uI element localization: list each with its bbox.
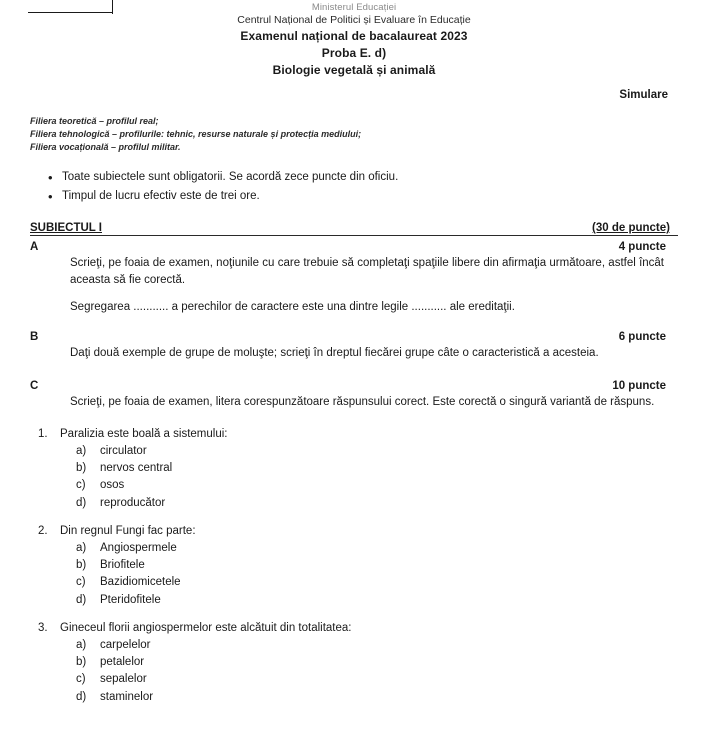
option-b (76, 654, 678, 671)
option-a-text: carpelelor (100, 638, 151, 651)
option-c-text: osos (100, 479, 125, 492)
center-line: Centrul Național de Politici și Evaluare în Educație (237, 14, 471, 26)
question-3-stem: Gineceul florii angiospermelor este alcătuit din totalitatea: (60, 621, 352, 634)
item-b (30, 331, 678, 362)
item-c-points: 10 puncte (612, 380, 666, 393)
option-a-text: Angiospermele (100, 541, 177, 554)
option-b-text: Briofitele (100, 559, 145, 572)
exam-title: Examenul național de bacalaureat 2023 (240, 29, 468, 43)
option-b-label: b) (76, 656, 87, 669)
item-a-text: Scrieţi, pe foaia de examen, noţiunile cu care trebuie să completaţi spaţiile libere din afirmaţia următoare, astfel încât aceasta să fie corectă. (70, 257, 664, 286)
option-b (76, 557, 678, 574)
exam-proba: Proba E. d) (321, 46, 387, 60)
item-a-letter: A (30, 241, 39, 254)
question-2-options (30, 540, 678, 609)
option-c-label: c) (76, 576, 86, 589)
question-3 (30, 622, 678, 706)
subject-heading (30, 222, 678, 234)
item-a-points: 4 puncte (618, 241, 666, 254)
option-d (76, 592, 678, 609)
ministry-line: Ministerul Educației (311, 2, 397, 13)
exam-discipline: Biologie vegetală și animală (272, 63, 436, 77)
option-d-label: d) (76, 593, 87, 606)
option-d-label: d) (76, 690, 87, 703)
option-c-text: Bazidiomicetele (100, 576, 181, 589)
option-b-label: b) (76, 462, 87, 475)
item-b-points: 6 puncte (618, 331, 666, 344)
option-a-text: circulator (100, 444, 147, 457)
option-c-label: c) (76, 673, 86, 686)
scan-artifact-rule-vertical (112, 0, 141, 14)
option-c (76, 477, 678, 494)
option-d-text: reproducător (100, 496, 166, 509)
question-1 (30, 428, 678, 512)
question-3-options (30, 637, 678, 706)
option-a (76, 540, 678, 557)
item-b-letter: B (30, 331, 39, 344)
subject-title: SUBIECTUL I (30, 222, 102, 235)
option-b-label: b) (76, 559, 87, 572)
question-3-number: 3. (38, 621, 48, 634)
subject-points: (30 de puncte) (592, 222, 670, 235)
filiera-line-3: Filiera vocațională – profilul militar. (30, 142, 181, 153)
option-a-label: a) (76, 638, 87, 651)
option-c-text: sepalelor (100, 673, 147, 686)
option-c (76, 671, 678, 688)
option-a-label: a) (76, 541, 87, 554)
scan-artifact-rule (28, 12, 112, 13)
question-2-number: 2. (38, 524, 48, 537)
question-2 (30, 525, 678, 609)
option-d (76, 689, 678, 706)
option-c-label: c) (76, 479, 86, 492)
option-d-label: d) (76, 496, 87, 509)
option-b-text: nervos central (100, 462, 173, 475)
question-1-stem: Paralizia este boală a sistemului: (60, 427, 228, 440)
question-1-options (30, 443, 678, 512)
option-c (76, 574, 678, 591)
instruction-item: • Timpul de lucru efectiv este de trei ore. (48, 187, 678, 206)
instruction-item: • Toate subiectele sunt obligatorii. Se acordă zece puncte din oficiu. (48, 168, 678, 187)
item-a-gap-sentence: Segregarea ........... a perechilor de caractere este una dintre legile ........... ale ereditaţii. (70, 301, 515, 314)
question-1-number: 1. (38, 427, 48, 440)
simulare-label: Simulare (619, 89, 668, 101)
filiera-line-1: Filiera teoretică – profilul real; (30, 116, 159, 126)
option-a (76, 637, 678, 654)
subject-divider (30, 235, 678, 236)
item-c (30, 380, 678, 411)
option-d (76, 495, 678, 512)
filiere-block (30, 115, 678, 154)
item-a (30, 241, 678, 313)
item-c-letter: C (30, 380, 39, 393)
item-c-text: Scrieţi, pe foaia de examen, litera corespunzătoare răspunsului corect. Este corectă o singură variantă de răspuns. (70, 396, 655, 409)
option-d-text: staminelor (100, 690, 154, 703)
option-b-text: petalelor (100, 656, 145, 669)
question-2-stem: Din regnul Fungi fac parte: (60, 524, 196, 537)
item-b-text: Daţi două exemple de grupe de moluşte; scrieţi în dreptul fiecărei grupe câte o caracteristică a acesteia. (70, 347, 599, 360)
option-b (76, 460, 678, 477)
filiera-line-2: Filiera tehnologică – profilurile: tehnic, resurse naturale și protecția mediului; (30, 129, 362, 140)
option-a-label: a) (76, 444, 87, 457)
instructions-list (30, 168, 678, 206)
option-d-text: Pteridofitele (100, 593, 161, 606)
option-a (76, 443, 678, 460)
